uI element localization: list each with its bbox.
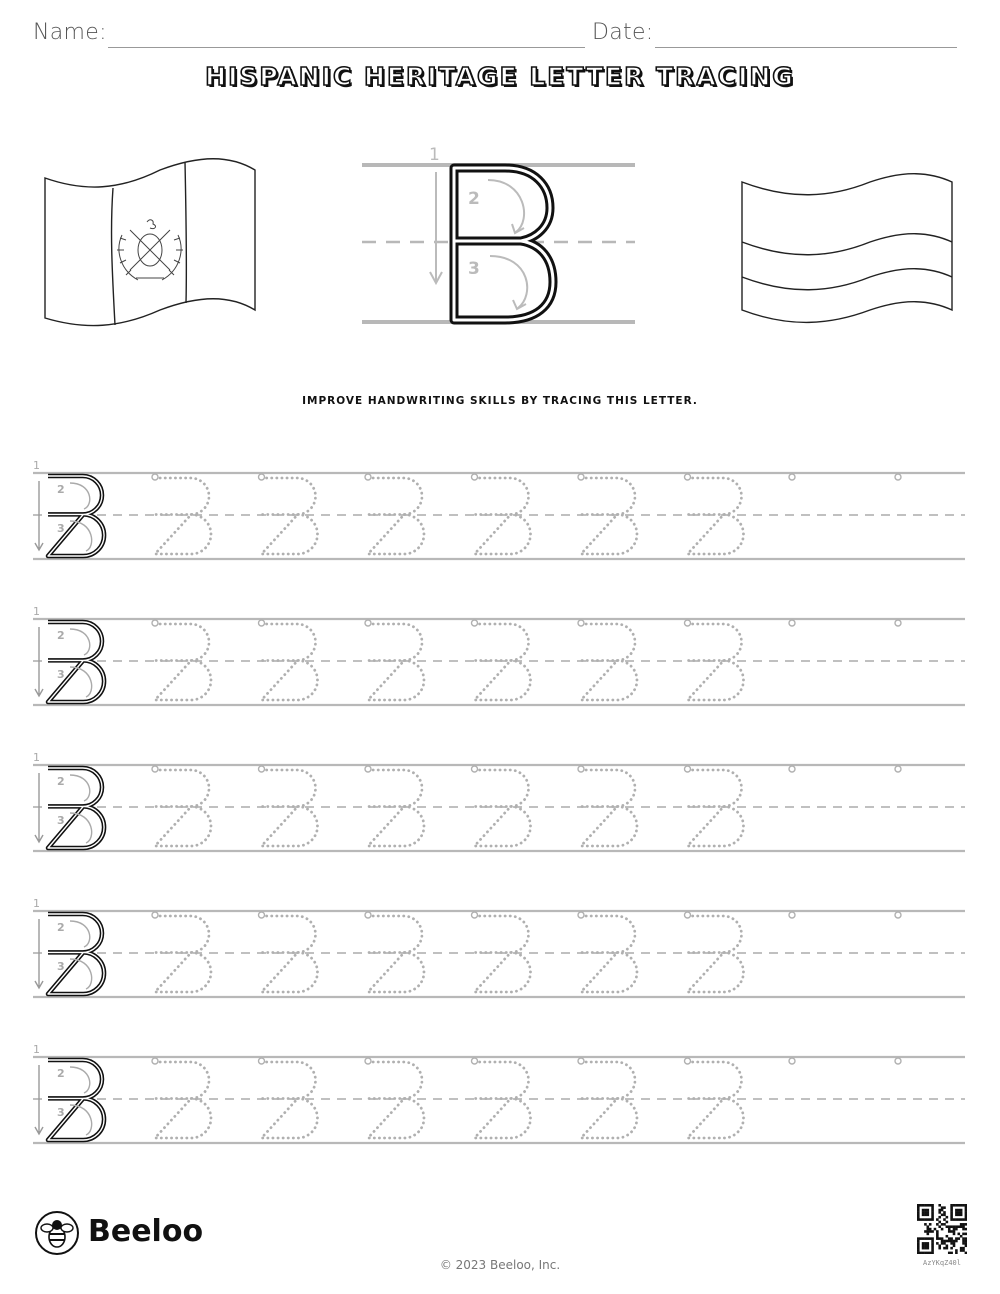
trace-letter[interactable]: [262, 624, 318, 700]
trace-letter[interactable]: [155, 1062, 211, 1138]
empty-slot-start-dot[interactable]: [789, 912, 795, 918]
trace-letter[interactable]: [368, 478, 424, 554]
trace-letter[interactable]: [475, 916, 531, 992]
start-dot: [685, 766, 691, 772]
qr-code-icon: [917, 1204, 967, 1254]
curve-arrow-icon: [70, 775, 90, 801]
practice-row: [33, 897, 965, 997]
start-dot: [685, 1058, 691, 1064]
start-dot: [259, 620, 265, 626]
empty-slot-start-dot[interactable]: [789, 766, 795, 772]
stroke-number: 3: [468, 259, 480, 279]
trace-letter[interactable]: [688, 770, 744, 846]
start-dot: [472, 912, 478, 918]
start-dot: [472, 766, 478, 772]
empty-slot-start-dot[interactable]: [895, 620, 901, 626]
trace-letter[interactable]: [262, 478, 318, 554]
stroke-number: 2: [57, 921, 65, 934]
stroke-number: 1: [33, 897, 40, 910]
page-title: HISPANIC HERITAGE LETTER TRACING: [205, 62, 795, 91]
trace-letter[interactable]: [581, 478, 637, 554]
trace-letter[interactable]: [262, 1062, 318, 1138]
practice-row: [33, 459, 965, 559]
stroke-number: 3: [57, 668, 65, 681]
trace-letter[interactable]: [581, 624, 637, 700]
practice-row: [33, 751, 965, 851]
trace-letter[interactable]: [581, 916, 637, 992]
trace-letter[interactable]: [155, 478, 211, 554]
stroke-number: 1: [429, 145, 440, 165]
stroke-number: 1: [33, 459, 40, 472]
start-dot: [365, 912, 371, 918]
bee-logo-icon: [34, 1210, 80, 1256]
trace-letter[interactable]: [475, 478, 531, 554]
curve-arrow-icon: [70, 921, 90, 947]
trace-letter[interactable]: [688, 478, 744, 554]
stroke-number: 1: [33, 605, 40, 618]
start-dot: [259, 1058, 265, 1064]
stroke-number: 3: [57, 814, 65, 827]
start-dot: [365, 1058, 371, 1064]
empty-slot-start-dot[interactable]: [789, 620, 795, 626]
trace-letter[interactable]: [581, 770, 637, 846]
instruction-text: IMPROVE HANDWRITING SKILLS BY TRACING THIS LETTER.: [302, 395, 698, 407]
trace-letter[interactable]: [368, 624, 424, 700]
start-dot: [472, 620, 478, 626]
stroke-number: 2: [57, 775, 65, 788]
start-dot: [472, 1058, 478, 1064]
start-dot: [578, 620, 584, 626]
stroke-number: 3: [57, 960, 65, 973]
trace-letter[interactable]: [688, 624, 744, 700]
practice-row: [33, 605, 965, 705]
curve-arrow-icon: [70, 629, 90, 655]
trace-letter[interactable]: [262, 770, 318, 846]
stroke-number: 1: [33, 751, 40, 764]
curve-arrow-icon: [70, 483, 90, 509]
start-dot: [152, 766, 158, 772]
start-dot: [578, 474, 584, 480]
empty-slot-start-dot[interactable]: [895, 474, 901, 480]
empty-slot-start-dot[interactable]: [789, 1058, 795, 1064]
start-dot: [259, 766, 265, 772]
striped-flag-icon: [742, 174, 952, 323]
start-dot: [152, 620, 158, 626]
hero-illustration: [0, 120, 1000, 360]
guatemala-flag-icon: [45, 159, 255, 326]
document-code: AzYKqZ40l: [923, 1259, 961, 1267]
start-dot: [472, 474, 478, 480]
trace-letter[interactable]: [688, 1062, 744, 1138]
copyright: © 2023 Beeloo, Inc.: [439, 1258, 561, 1272]
start-dot: [152, 1058, 158, 1064]
trace-letter[interactable]: [262, 916, 318, 992]
start-dot: [365, 474, 371, 480]
start-dot: [365, 620, 371, 626]
trace-letter[interactable]: [155, 770, 211, 846]
trace-letter[interactable]: [475, 770, 531, 846]
trace-letter[interactable]: [688, 916, 744, 992]
practice-area: [0, 440, 1000, 1160]
trace-letter[interactable]: [368, 916, 424, 992]
start-dot: [685, 620, 691, 626]
trace-letter[interactable]: [581, 1062, 637, 1138]
start-dot: [578, 1058, 584, 1064]
name-label: Name:: [33, 20, 107, 45]
trace-letter[interactable]: [155, 624, 211, 700]
date-field[interactable]: [655, 47, 957, 48]
start-dot: [259, 474, 265, 480]
start-dot: [578, 912, 584, 918]
curve-arrow-icon: [70, 1067, 90, 1093]
start-dot: [152, 912, 158, 918]
trace-letter[interactable]: [368, 770, 424, 846]
empty-slot-start-dot[interactable]: [895, 766, 901, 772]
stroke-number: 2: [57, 483, 65, 496]
brand-name: Beeloo: [88, 1214, 204, 1249]
stroke-number: 3: [57, 522, 65, 535]
trace-letter[interactable]: [475, 624, 531, 700]
start-dot: [259, 912, 265, 918]
trace-letter[interactable]: [155, 916, 211, 992]
date-label: Date:: [592, 20, 654, 45]
stroke-number: 2: [468, 189, 480, 209]
name-field[interactable]: [108, 47, 585, 48]
practice-row: [33, 1043, 965, 1143]
start-dot: [685, 474, 691, 480]
empty-slot-start-dot[interactable]: [895, 912, 901, 918]
stroke-number: 2: [57, 629, 65, 642]
stroke-number: 3: [57, 1106, 65, 1119]
empty-slot-start-dot[interactable]: [789, 474, 795, 480]
stroke-number: 2: [57, 1067, 65, 1080]
empty-slot-start-dot[interactable]: [895, 1058, 901, 1064]
start-dot: [152, 474, 158, 480]
start-dot: [578, 766, 584, 772]
start-dot: [685, 912, 691, 918]
trace-letter[interactable]: [368, 1062, 424, 1138]
trace-letter[interactable]: [475, 1062, 531, 1138]
start-dot: [365, 766, 371, 772]
stroke-number: 1: [33, 1043, 40, 1056]
